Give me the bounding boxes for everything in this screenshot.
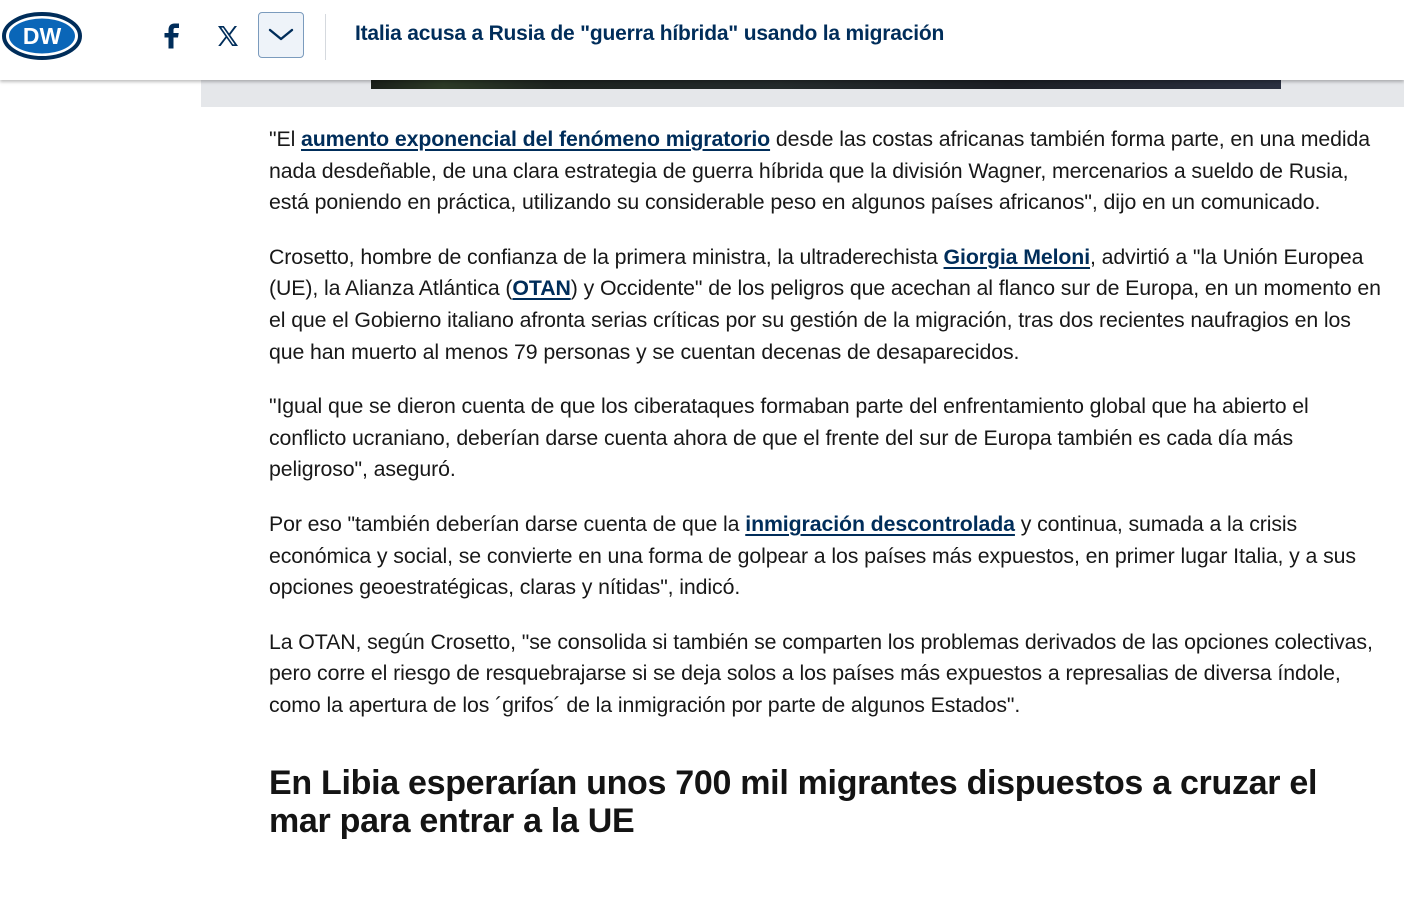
dw-logo-icon [2, 12, 82, 60]
paragraph-2 [269, 242, 1387, 368]
hero-image-bottom [201, 80, 1404, 107]
facebook-icon [163, 23, 181, 49]
hero-image-strip [371, 80, 1281, 89]
section-subheading: En Libia esperarían unos 700 mil migrantes dispuestos a cruzar el mar para entrar a la UE [269, 763, 1318, 840]
chevron-down-icon [268, 28, 294, 42]
dw-logo-text: DW [22, 23, 62, 49]
text: y continua, sumada a la crisis económica y social, se convierte en una forma de golpear a los países más expuestos, en primer lugar Italia, y a sus opciones geoestratégicas, claras y nítidas", indicó. [269, 511, 1356, 600]
text: desde las costas africanas también forma parte, en una medida nada desdeñable, de una clara estrategia de guerra híbrida que la división Wagner, mercenarios a sueldo de Rusia, está poniendo en práctica, utilizando su considerable peso en algunos países africanos", dijo en un comunicado. [269, 127, 1370, 215]
share-facebook-button[interactable] [148, 12, 196, 60]
header-divider [325, 14, 326, 60]
more-share-options-button[interactable] [258, 12, 304, 58]
link-otan[interactable]: OTAN [512, 276, 571, 301]
text: ) y Occidente" de los peligros que acechan al flanco sur de Europa, en un momento en el que el Gobierno italiano afronta serias críticas por su gestión de la migración, tras dos recientes naufragios en los que han muerto al menos 79 personas y se cuentan decenas de desaparecidos. [269, 276, 1381, 364]
text: , advirtió a "la Unión Europea (UE), la Alianza Atlántica ( [269, 244, 1364, 301]
link-giorgia-meloni[interactable]: Giorgia Meloni [943, 244, 1091, 269]
article-body [269, 124, 1387, 840]
article-title: Italia acusa a Rusia de "guerra híbrida" usando la migración [355, 22, 945, 45]
paragraph-3: "Igual que se dieron cuenta de que los ciberataques formaban parte del enfrentamiento global que ha abierto el conflicto ucraniano, deberían darse cuenta ahora de que el frente del sur de Europa también es cada día más peligroso", aseguró. [269, 394, 1309, 482]
text: "El [269, 127, 302, 151]
link-aumento-exponencial[interactable]: aumento exponencial del fenómeno migratorio [301, 127, 771, 151]
site-header [0, 0, 1404, 80]
paragraph-4 [269, 509, 1387, 604]
text: Por eso "también deberían darse cuenta de que la [269, 511, 746, 536]
text: Crosetto, hombre de confianza de la primera ministra, la ultraderechista [269, 244, 944, 269]
link-inmigracion-descontrolada[interactable]: inmigración descontrolada [745, 511, 1015, 536]
paragraph-5: La OTAN, según Crosetto, "se consolida si también se comparten los problemas derivados de las opciones colectivas, pero corre el riesgo de resquebrajarse si se deja solos a los países más expuestos a represalias de diversa índole, como la apertura de los ´grifos´ de la inmigración por parte de algunos Estados". [269, 629, 1373, 717]
share-x-button[interactable] [204, 12, 252, 60]
paragraph-1 [269, 124, 1387, 219]
dw-logo[interactable] [2, 12, 82, 60]
x-icon [216, 24, 240, 48]
